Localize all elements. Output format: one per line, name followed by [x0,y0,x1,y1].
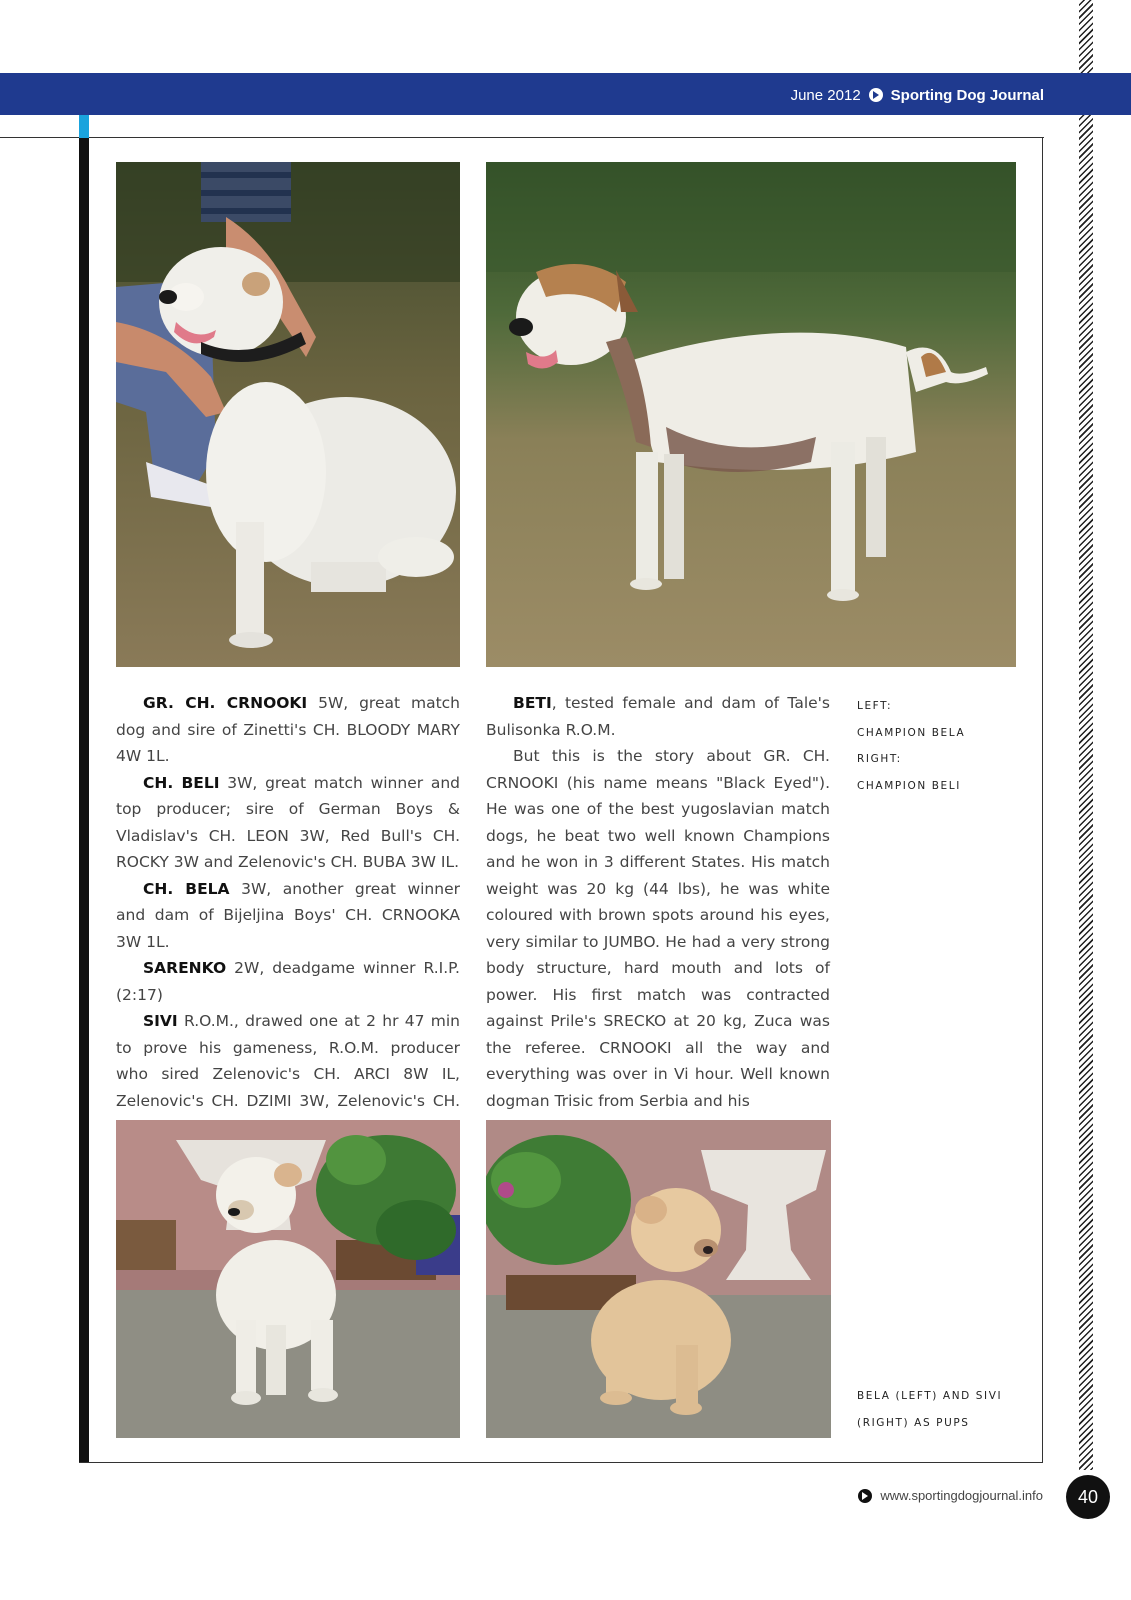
website-link[interactable]: www.sportingdogjournal.info [880,1488,1043,1503]
frame-right-rule [1042,138,1043,1462]
caption-top-photos [857,693,1027,799]
footer-url-area [858,1488,1043,1503]
paragraph-beti [486,690,830,743]
caption-line: RIGHT: [857,753,902,765]
arrow-right-icon [858,1489,872,1503]
journal-title: Sporting Dog Journal [890,86,1044,104]
paragraph-crnooki [116,690,460,770]
paragraph-text: , tested female and dam of Tale's Bulisonka R.O.M. [486,694,830,739]
paragraph-text: 3W, another great winner and dam of Bijeljina Boys' CH. CRNOOKA 3W 1L. [116,879,460,951]
photo-sivi-pup [486,1120,831,1438]
hatched-margin-decoration [1079,0,1093,1470]
caption-line: CHAMPION BELA [857,726,966,739]
dog-name: SIVI [143,1012,178,1030]
dog-name: SARENKO [143,959,227,977]
paragraph-text: 2W, deadgame winner R.I.P. (2:17) [116,959,460,1004]
arrow-right-icon [869,88,883,102]
paragraph-bela [116,876,460,956]
paragraph-text: 3W, great match winner and top producer; sire of German Boys & Vladislav's CH. LEON 3W, Red Bull's CH. ROCKY 3W and Zelenovic's CH. BUBA 3W IL. [116,773,461,871]
frame-top-rule [0,137,1044,138]
caption-line: LEFT: [857,700,893,712]
frame-left-bar [79,138,89,1463]
paragraph-text: 5W, great match dog and sire of Zinetti's CH. BLOODY MARY 4W 1L. [116,694,460,765]
paragraph-beli [116,770,460,876]
article-column-2 [486,690,830,1114]
photo-champion-beli [486,162,1016,667]
accent-tab [79,115,89,138]
article-column-1 [116,690,460,1167]
dog-name: BETI [513,694,552,712]
issue-date: June 2012 [790,86,861,104]
photo-bela-pup [116,1120,460,1438]
dog-name: GR. CH. CRNOOKI [143,694,308,712]
paragraph-text: R.O.M., drawed one at 2 hr 47 min to prove his gameness, R.O.M. producer who sired Zelenovic's CH. ARCI 8W IL, Zelenovic's CH. DZIMI 3W, Zelenovic's CH. [116,1012,460,1110]
caption-line: CHAMPION BELI [857,779,961,792]
paragraph-sarenko [116,955,460,1008]
caption-bottom-photos [857,1383,1027,1436]
running-header [791,84,1044,106]
paragraph-story: But this is the story about GR. CH. CRNOOKI (his name means "Black Eyed"). He was one of the best yugoslavian match dogs, he beat two well known Champions and he won in 3 different States. His match weight was 20 kg (44 lbs), he was white coloured with brown spots around his eyes, very similar to JUMBO. He had a very strong body structure, hard mouth and lots of power. His first match was contracted against Prile's SRECKO at 20 kg, Zuca was the referee. CRNOOKI all the way and everything was over in Vi hour. Well known dogman Trisic from Serbia and his [486,747,830,1110]
page-number: 40 [1066,1475,1110,1519]
photo-champion-bela [116,162,460,667]
caption-line: (RIGHT) AS PUPS [857,1416,970,1429]
caption-line: BELA (LEFT) AND SIVI [857,1390,1003,1402]
frame-bottom-rule [79,1462,1043,1463]
dog-name: CH. BELA [143,879,230,898]
dog-name: CH. BELI [143,773,220,792]
